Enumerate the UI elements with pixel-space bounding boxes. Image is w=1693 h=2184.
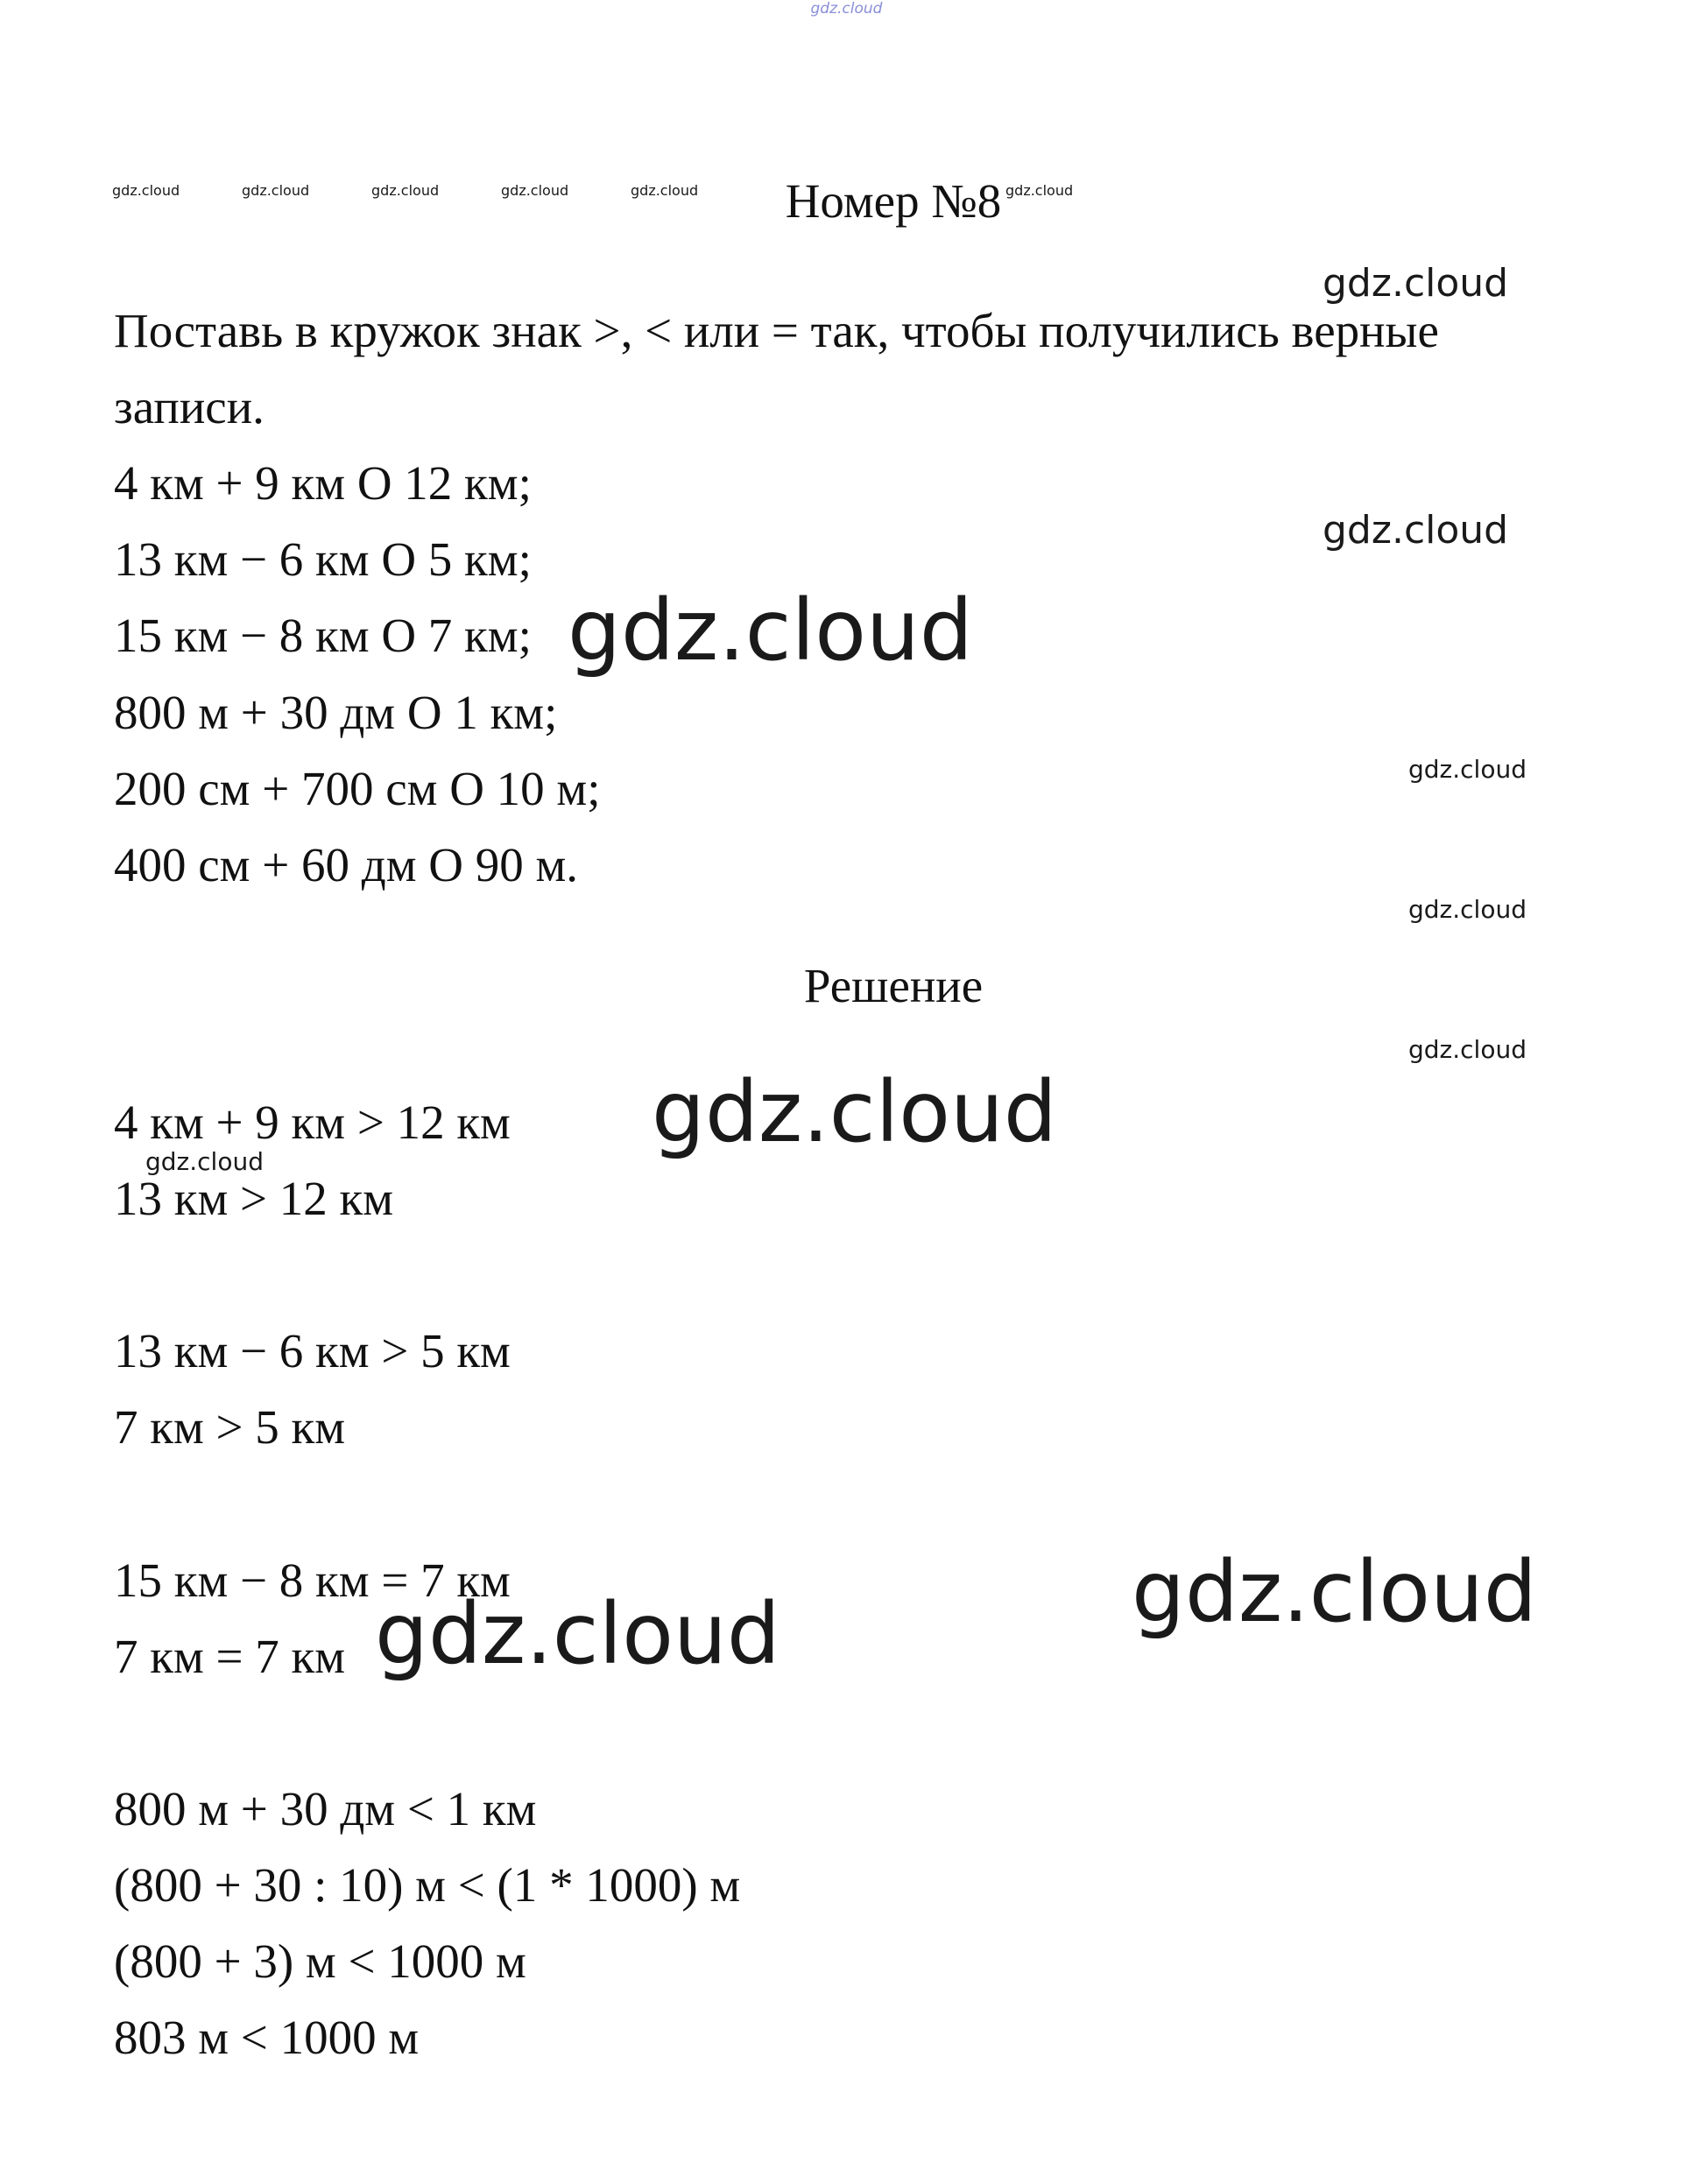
task-prompt-line-2: записи.: [114, 380, 265, 433]
watermark-row-5: gdz.cloud: [631, 182, 699, 199]
watermark-row-4: gdz.cloud: [501, 182, 569, 199]
task-prompt-line-1: Поставь в кружок знак >, < или = так, чтобы получились верные: [114, 304, 1439, 357]
watermark-row-6: gdz.cloud: [1005, 182, 1074, 199]
solution-line-4: 7 км > 5 км: [114, 1400, 346, 1454]
watermark-top: gdz.cloud: [810, 0, 883, 18]
watermark-large-3: gdz.cloud: [1132, 1543, 1537, 1641]
watermark-right-1: gdz.cloud: [1323, 261, 1509, 306]
page-title: Номер №8: [785, 174, 1002, 228]
watermark-large-1: gdz.cloud: [568, 581, 973, 680]
solution-line-2: 13 км > 12 км: [114, 1172, 394, 1225]
watermark-left-small: gdz.cloud: [145, 1147, 264, 1176]
solution-line-6: 7 км = 7 км: [114, 1630, 346, 1683]
solution-line-10: 803 м < 1000 м: [114, 2011, 420, 2064]
watermark-right-3: gdz.cloud: [1408, 755, 1527, 784]
watermark-row-1: gdz.cloud: [112, 182, 180, 199]
watermark-right-2: gdz.cloud: [1323, 508, 1509, 553]
solution-line-1: 4 км + 9 км > 12 км: [114, 1096, 511, 1149]
solution-line-7: 800 м + 30 дм < 1 км: [114, 1782, 537, 1835]
watermark-row-3: gdz.cloud: [371, 182, 440, 199]
watermark-row-2: gdz.cloud: [242, 182, 310, 199]
watermark-right-4: gdz.cloud: [1408, 895, 1527, 924]
watermark-large-4: gdz.cloud: [375, 1585, 780, 1683]
task-item-1: 4 км + 9 км О 12 км;: [114, 456, 532, 510]
solution-line-9: (800 + 3) м < 1000 м: [114, 1934, 526, 1988]
solution-line-5: 15 км − 8 км = 7 км: [114, 1553, 511, 1607]
task-item-5: 200 см + 700 см О 10 м;: [114, 762, 601, 815]
task-item-4: 800 м + 30 дм О 1 км;: [114, 686, 558, 739]
task-item-6: 400 см + 60 дм О 90 м.: [114, 838, 579, 891]
solution-heading: Решение: [803, 959, 984, 1012]
watermark-large-2: gdz.cloud: [652, 1063, 1057, 1161]
watermark-right-5: gdz.cloud: [1408, 1035, 1527, 1064]
task-item-2: 13 км − 6 км О 5 км;: [114, 532, 532, 586]
solution-line-8: (800 + 30 : 10) м < (1 * 1000) м: [114, 1858, 741, 1912]
solution-line-3: 13 км − 6 км > 5 км: [114, 1324, 511, 1377]
task-item-3: 15 км − 8 км О 7 км;: [114, 609, 532, 662]
